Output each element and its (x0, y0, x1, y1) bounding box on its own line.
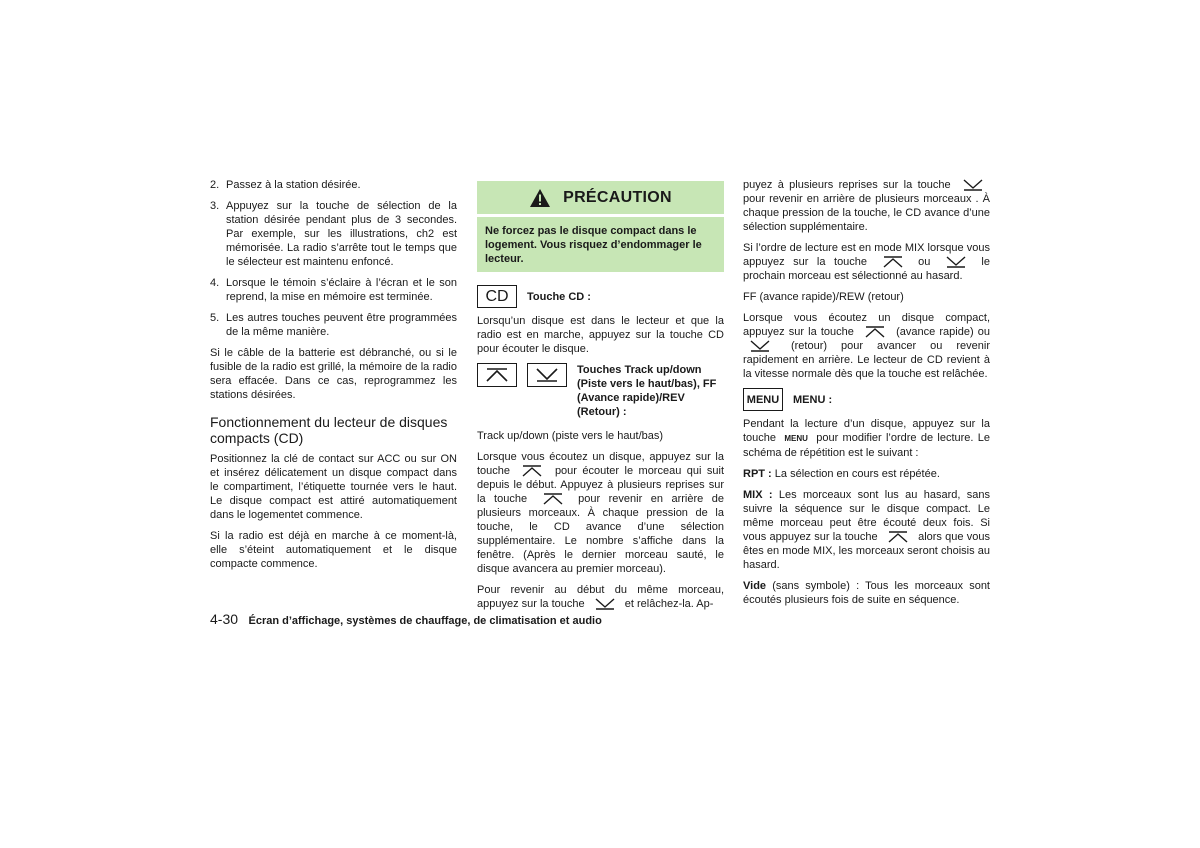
mix-paragraph: MIX : Les morceaux sont lus au hasard, sans suivre la séquence sur le disque compact. Le même morceau peut être écouté deux fois. Si vous appuyez sur la touche alors que vous êtes en mode MIX, les morceaux seront choisis au hasard. (743, 489, 990, 571)
track-down-icon (945, 256, 967, 268)
track-down-icon (962, 179, 984, 191)
menu-key-heading (743, 388, 990, 411)
continue-paragraph: puyez à plusieurs reprises sur la touche pour revenir en arrière de plusieurs morceaux . À chaque pression de la touche, le CD avance d’une sélection supplémentaire. (743, 179, 990, 233)
list-item: 2. Passez à la station désirée. (210, 179, 361, 191)
track-up-icon (542, 493, 564, 505)
insert-paragraph: Positionnez la clé de contact sur ACC ou sur ON et insérez délicatement un disque compact dans le compartiment, l’étiquette tournée vers le haut. Le disque compact est attiré automatiquement dans le logementet commence. (210, 453, 457, 521)
ff-listen-paragraph: Lorsque vous écoutez un disque compact, appuyez sur la touche (avance rapide) ou (retour) pour avancer ou revenir rapidement en arrière. Le lecteur de CD revient à la vitesse normale dès que la touche est relâchée. (743, 312, 990, 380)
menu-key-label: MENU : (793, 393, 833, 406)
menu-icon: MENU (784, 434, 808, 443)
track-key-label: Touches Track up/down (Piste vers le haut/bas), FF (Avance rapide)/REV (Retour) : (577, 364, 717, 418)
cd-key-heading (477, 285, 724, 308)
track-key-heading (477, 363, 724, 419)
track-up-key-icon (477, 363, 517, 387)
column-left (210, 178, 457, 578)
warning-icon (529, 188, 551, 208)
battery-paragraph: Si le câble de la batterie est débranché, ou si le fusible de la radio est grillé, la mémoire de la radio sera effacée. Dans ce cas, reprogrammez les stations désirées. (210, 347, 457, 401)
track-paragraph: Track up/down (piste vers le haut/bas) (477, 430, 664, 442)
radio-paragraph: Si la radio est déjà en marche à ce moment-là, elle s’éteint automatiquement et le disque compacte commence. (210, 530, 457, 570)
column-middle (477, 178, 724, 618)
listen-paragraph: Lorsque vous écoutez un disque, appuyez sur la touche pour écouter le morceau qui suit depuis le début. Appuyez à plusieurs reprises sur la touche pour revenir en arrière de plusieurs morceaux. À chaque pression de la touche, le CD avance d’une sélection supplémentaire. Le nombre s’affiche dans la fenêtre. (Après le dernier morceau sauté, le disque avancera au premier morceau). (477, 451, 724, 575)
chapter-title: Écran d’affichage, systèmes de chauffage, de climatisation et audio (248, 615, 602, 627)
page-number: 4-30 (210, 611, 239, 627)
cd-paragraph: Lorsqu’un disque est dans le lecteur et que la radio est en marche, appuyez sur la touche CD pour écouter le disque. (477, 315, 724, 355)
ff-rew-paragraph: FF (avance rapide)/REW (retour) (743, 291, 904, 303)
track-down-key-icon (527, 363, 567, 387)
caution-title: PRÉCAUTION (563, 188, 672, 206)
track-up-icon (887, 531, 909, 543)
list-item: 3. Appuyez sur la touche de sélection de la station désirée pendant plus de 3 secondes. Par exemple, sur les illustrations, ch2 est mémorisée. La radio s’arrête tout le temps que le sélecteur est maintenu enfoncé. (210, 200, 457, 268)
track-down-icon (749, 340, 771, 352)
return-paragraph: Pour revenir au début du même morceau, appuyez sur la touche et relâchez-la. Ap- (477, 584, 724, 610)
menu-key-icon: MENU (743, 388, 783, 411)
mix-order-paragraph: Si l’ordre de lecture est en mode MIX lorsque vous appuyez sur la touche ou le prochain morceau est sélectionné au hasard. (743, 242, 990, 282)
column-right (743, 178, 990, 614)
caution-header (477, 181, 724, 214)
menu-paragraph: Pendant la lecture d’un disque, appuyez sur la touche MENU pour modifier l’ordre de lecture. Le schéma de répétition est le suivant : (743, 418, 990, 459)
list-item: 4. Lorsque le témoin s’éclaire à l’écran et le son reprend, la mise en mémoire est terminée. (210, 277, 457, 303)
page-footer (210, 611, 810, 629)
cd-key-label: Touche CD : (527, 290, 591, 303)
track-up-icon (882, 256, 904, 268)
list-item: 5. Les autres touches peuvent être programmées de la même manière. (210, 312, 457, 338)
rpt-paragraph: RPT : La sélection en cours est répétée. (743, 468, 940, 480)
vide-paragraph: Vide (sans symbole) : Tous les morceaux sont écoutés plusieurs fois de suite en séquence. (743, 580, 990, 606)
track-up-icon (521, 465, 543, 477)
cd-key-icon: CD (477, 285, 517, 308)
section-heading: Fonctionnement du lecteur de disques compacts (CD) (210, 414, 448, 446)
track-down-icon (594, 598, 616, 610)
caution-text: Ne forcez pas le disque compact dans le logement. Vous risquez d’endommager le lecteur. (477, 217, 724, 272)
track-up-icon (864, 326, 886, 338)
